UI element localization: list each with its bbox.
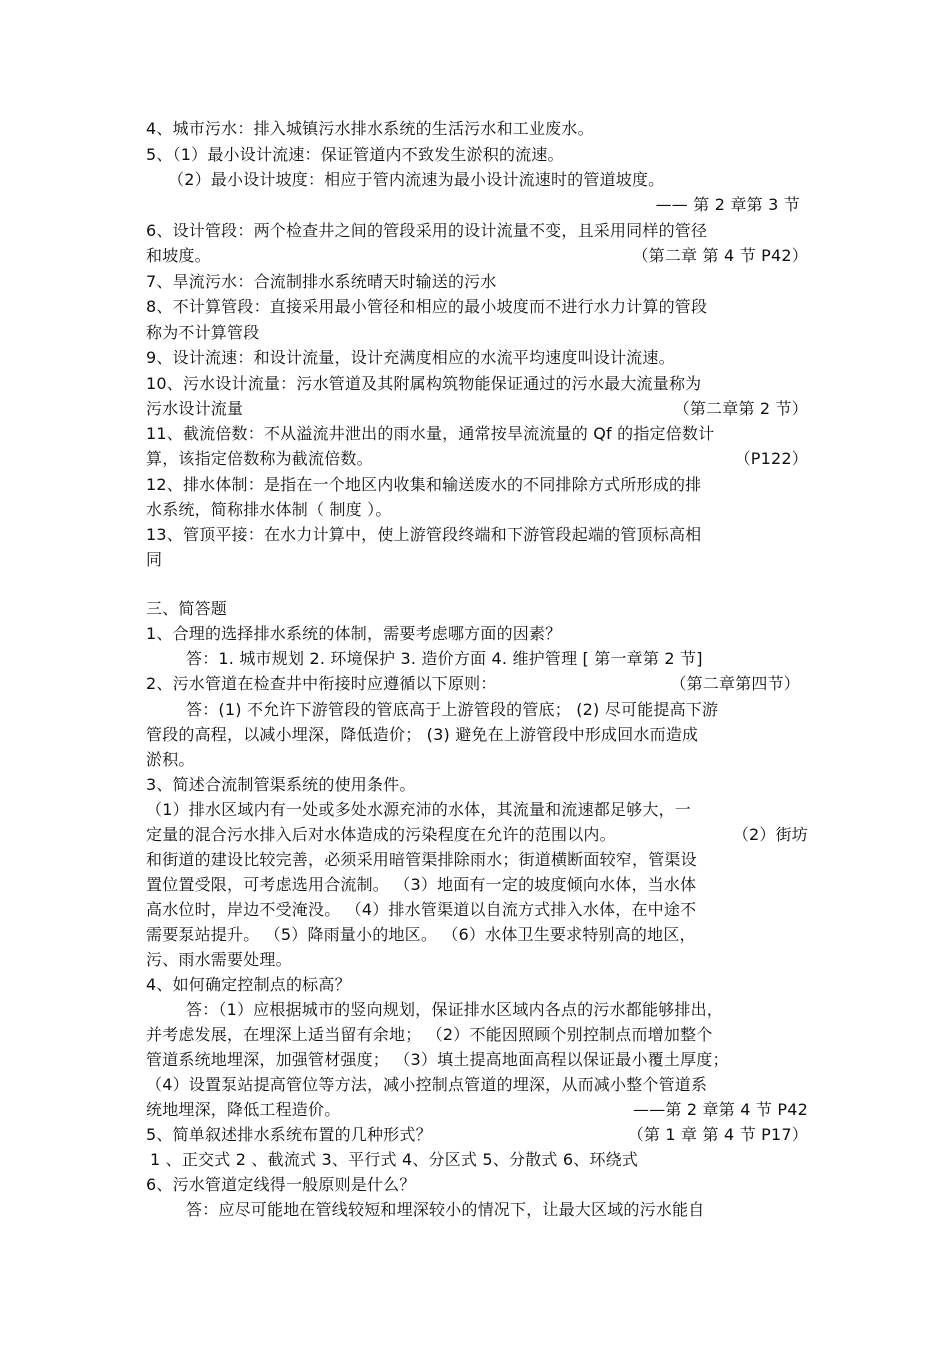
- answer-line: 定量的混合污水排入后对水体造成的污染程度在允许的范围以内。: [146, 825, 616, 844]
- answer-line: 统地埋深，降低工程造价。: [146, 1100, 341, 1119]
- text-line: 算，该指定倍数称为截流倍数。: [146, 449, 373, 468]
- question: 5、简单叙述排水系统布置的几种形式？: [146, 1125, 432, 1144]
- text-line: 11、截流倍数：不从溢流井泄出的雨水量，通常按旱流流量的 Qf 的指定倍数计: [146, 424, 715, 443]
- text-line: 水系统，简称排水体制（ 制度 ）。: [146, 500, 392, 519]
- section-reference: （第 1 章 第 4 节 P17）: [627, 1125, 808, 1144]
- text-line: 7、旱流污水：合流制排水系统晴天时输送的污水: [146, 272, 497, 291]
- question: 6、污水管道定线得一般原则是什么？: [146, 1175, 416, 1194]
- section-reference: （第二章 第 4 节 P42）: [632, 246, 808, 265]
- answer-line: 污、雨水需要处理。: [146, 950, 292, 969]
- answer-line: 答：应尽可能地在管线较短和埋深较小的情况下，让最大区域的污水能自: [186, 1200, 705, 1219]
- text-line: （2）最小设计坡度：相应于管内流速为最小设计流速时的管道坡度。: [168, 170, 665, 189]
- question: 4、如何确定控制点的标高？: [146, 975, 351, 994]
- answer-line: （1）排水区域内有一处或多处水源充沛的水体，其流量和流速都足够大，一: [146, 800, 691, 819]
- question: 2、污水管道在检查井中衔接时应遵循以下原则：: [146, 674, 497, 693]
- answer-line: 和街道的建设比较完善，必须采用暗管渠排除雨水；街道横断面较窄，管渠设: [146, 850, 697, 869]
- page-reference: （P122）: [734, 449, 808, 468]
- section-reference: （第二章第 2 节）: [673, 399, 808, 418]
- section-heading: 三、简答题: [146, 599, 228, 618]
- answer-line: 答：(1) 不允许下游管段的管底高于上游管段的管底； (2) 尽可能提高下游: [186, 700, 719, 719]
- question: 1、合理的选择排水系统的体制，需要考虑哪方面的因素？: [146, 624, 562, 643]
- answer-line: （4）设置泵站提高管位等方法，减小控制点管道的埋深，从而减小整个管道系: [146, 1075, 708, 1094]
- answer-line: 答：1. 城市规划 2. 环境保护 3. 造价方面 4. 维护管理 [ 第一章第 2 节]: [186, 649, 703, 668]
- section-reference: ——第 2 章第 4 节 P42: [633, 1100, 808, 1119]
- answer-line: 管段的高程，以减小埋深，降低造价； (3) 避免在上游管段中形成回水而造成: [146, 725, 699, 744]
- answer-line: （2）街坊: [732, 825, 808, 844]
- text-line: 和坡度。: [146, 246, 211, 265]
- text-line: 同: [146, 550, 163, 569]
- text-line: 5、（1）最小设计流速：保证管道内不致发生淤积的流速。: [146, 145, 564, 164]
- text-line: 13、管顶平接：在水力计算中，使上游管段终端和下游管段起端的管顶标高相: [146, 525, 702, 544]
- text-line: 4、城市污水：排入城镇污水排水系统的生活污水和工业废水。: [146, 119, 594, 138]
- answer-line: 淤积。: [146, 750, 195, 769]
- text-line: 称为不计算管段: [146, 323, 260, 342]
- answer-line: 答：（1）应根据城市的竖向规划，保证排水区域内各点的污水都能够排出，: [186, 1000, 723, 1019]
- question: 3、简述合流制管渠系统的使用条件。: [146, 775, 416, 794]
- answer-line: 需要泵站提升。 （5）降雨量小的地区。 （6）水体卫生要求特别高的地区，: [146, 925, 696, 944]
- answer-line: 管道系统地埋深，加强管材强度； （3）填土提高地面高程以保证最小覆土厚度；: [146, 1050, 729, 1069]
- section-reference: —— 第 2 章第 3 节: [655, 195, 800, 214]
- answer-line: 并考虑发展，在埋深上适当留有余地； （2）不能因照顾个别控制点而增加整个: [146, 1025, 713, 1044]
- text-line: 6、设计管段：两个检查井之间的管段采用的设计流量不变，且采用同样的管径: [146, 221, 708, 240]
- text-line: 12、排水体制：是指在一个地区内收集和输送废水的不同排除方式所形成的排: [146, 475, 702, 494]
- text-line: 10、污水设计流量：污水管道及其附属构筑物能保证通过的污水最大流量称为: [146, 374, 702, 393]
- text-line: 8、不计算管段：直接采用最小管径和相应的最小坡度而不进行水力计算的管段: [146, 297, 708, 316]
- text-line: 污水设计流量: [146, 399, 244, 418]
- answer-line: 高水位时，岸边不受淹没。 （4）排水管渠道以自流方式排入水体，在中途不: [146, 900, 697, 919]
- section-reference: （第二章第四节）: [670, 674, 800, 693]
- answer-line: 置位置受限，可考虑选用合流制。 （3）地面有一定的坡度倾向水体，当水体: [146, 875, 697, 894]
- text-line: 9、设计流速：和设计流量，设计充满度相应的水流平均速度叫设计流速。: [146, 348, 675, 367]
- answer-line: 1 、正交式 2 、截流式 3、平行式 4、分区式 5、分散式 6、环绕式: [150, 1150, 639, 1169]
